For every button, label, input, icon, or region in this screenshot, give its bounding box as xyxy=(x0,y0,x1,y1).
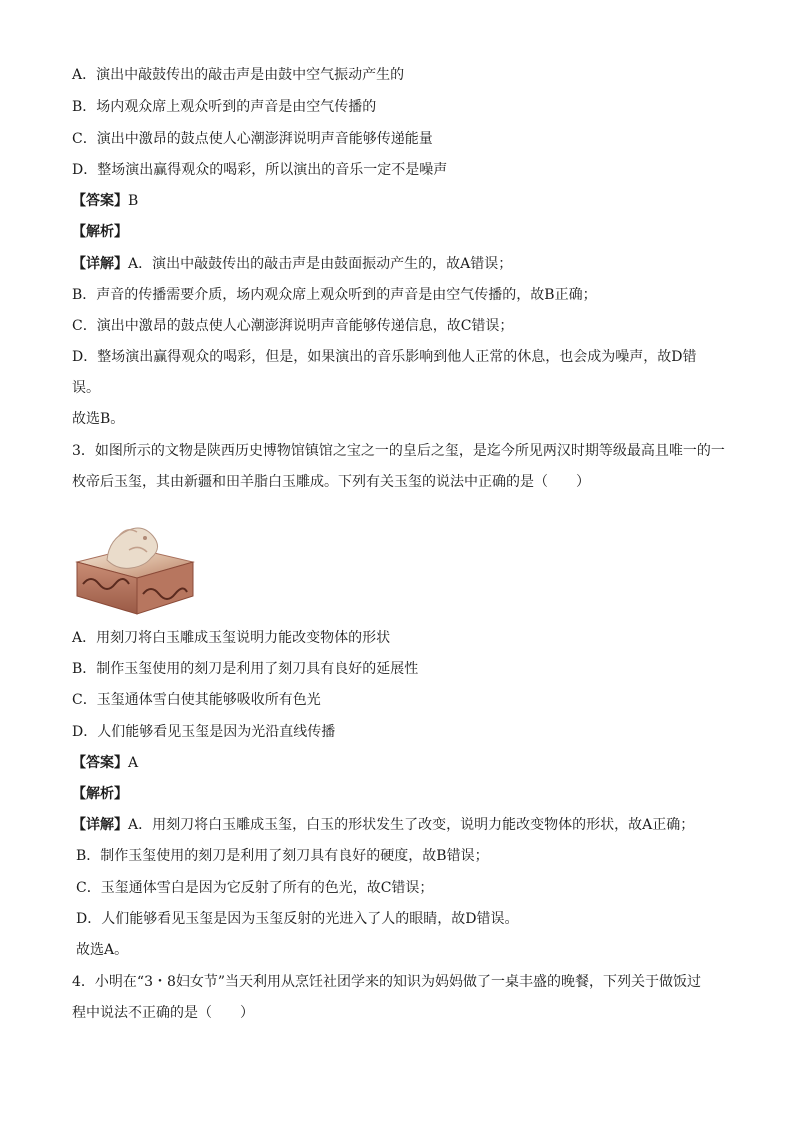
q2-detail-b: B．声音的传播需要介质，场内观众席上观众听到的声音是由空气传播的，故B正确； xyxy=(72,287,597,303)
q3-option-d: D．人们能够看见玉玺是因为光沿直线传播 xyxy=(72,724,336,740)
jade-seal-image xyxy=(73,510,197,618)
q3-analysis-tag: 【解析】 xyxy=(72,786,128,802)
q3-option-c: C．玉玺通体雪白使其能够吸收所有色光 xyxy=(72,692,321,708)
q3-detail-c: C．玉玺通体雪白是因为它反射了所有的色光，故C错误； xyxy=(76,880,434,896)
q2-detail-a xyxy=(72,254,732,274)
detail-tag: 【详解】 xyxy=(72,817,128,833)
answer-tag: 【答案】 xyxy=(72,193,128,209)
detail-tag: 【详解】 xyxy=(72,256,128,272)
q2-option-b: B．场内观众席上观众听到的声音是由空气传播的 xyxy=(72,99,377,115)
q3-stem-line1: 3．如图所示的文物是陕西历史博物馆镇馆之宝之一的皇后之玺，是迄今所见两汉时期等级最高且唯一的一 xyxy=(72,443,725,459)
q4-stem-line2: 程中说法不正确的是（ ） xyxy=(72,1005,254,1021)
answer-value: A xyxy=(128,755,139,771)
q2-analysis-tag: 【解析】 xyxy=(72,224,128,240)
q3-conclusion: 故选A。 xyxy=(76,942,129,958)
detail-text: A．演出中敲鼓传出的敲击声是由鼓面振动产生的，故A错误； xyxy=(128,256,513,272)
q3-option-b: B．制作玉玺使用的刻刀是利用了刻刀具有良好的延展性 xyxy=(72,661,419,677)
q3-detail-d: D．人们能够看见玉玺是因为玉玺反射的光进入了人的眼睛，故D错误。 xyxy=(76,911,519,927)
q2-conclusion: 故选B。 xyxy=(72,411,125,427)
q2-detail-c: C．演出中激昂的鼓点使人心潮澎湃说明声音能够传递信息，故C错误； xyxy=(72,318,514,334)
q3-option-a: A．用刻刀将白玉雕成玉玺说明力能改变物体的形状 xyxy=(72,630,391,646)
q3-detail-a xyxy=(72,815,732,835)
q3-detail-b: B．制作玉玺使用的刻刀是利用了刻刀具有良好的硬度，故B错误； xyxy=(76,848,489,864)
q2-detail-d: D．整场演出赢得观众的喝彩，但是，如果演出的音乐影响到他人正常的休息，也会成为噪声，故D错 xyxy=(72,349,697,365)
answer-tag: 【答案】 xyxy=(72,755,128,771)
q3-stem-line2: 枚帝后玉玺，其由新疆和田羊脂白玉雕成。下列有关玉玺的说法中正确的是（ ） xyxy=(72,474,590,490)
q2-detail-d-cont: 误。 xyxy=(72,380,100,396)
q2-option-a: A．演出中敲鼓传出的敲击声是由鼓中空气振动产生的 xyxy=(72,67,405,83)
detail-text: A．用刻刀将白玉雕成玉玺，白玉的形状发生了改变，说明力能改变物体的形状，故A正确； xyxy=(128,817,695,833)
q2-answer xyxy=(72,191,732,211)
q2-option-d: D．整场演出赢得观众的喝彩，所以演出的音乐一定不是噪声 xyxy=(72,162,448,178)
q3-answer xyxy=(72,753,732,773)
q4-stem-line1: 4．小明在“3・8妇女节”当天利用从烹饪社团学来的知识为妈妈做了一桌丰盛的晚餐，下列关于做饭过 xyxy=(72,974,702,990)
q2-option-c: C．演出中激昂的鼓点使人心潮澎湃说明声音能够传递能量 xyxy=(72,131,433,147)
answer-value: B xyxy=(128,193,139,209)
